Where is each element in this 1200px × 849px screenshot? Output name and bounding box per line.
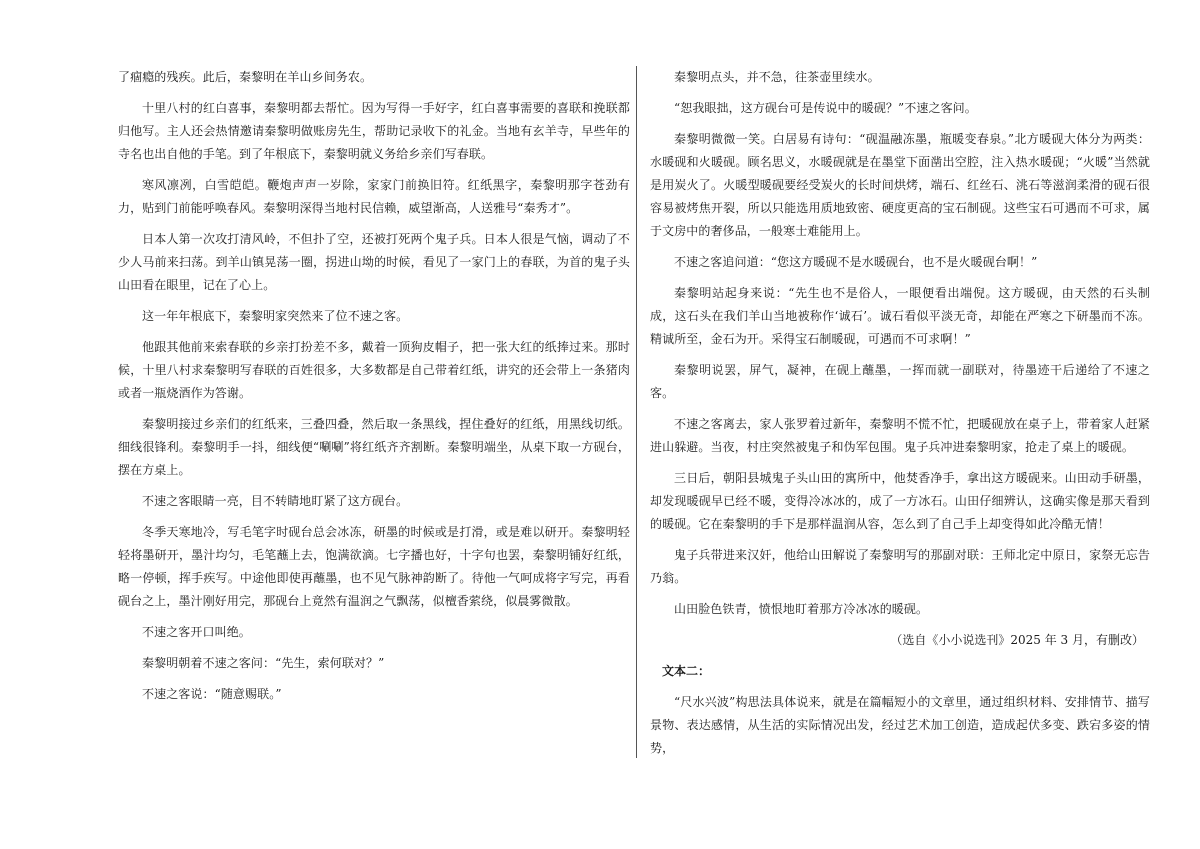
paragraph: “恕我眼拙，这方砚台可是传说中的暖砚？”不速之客问。	[674, 101, 977, 115]
section-heading: 文本二：	[662, 664, 711, 678]
paragraph: 他跟其他前来索春联的乡亲打扮差不多，戴着一顶狗皮帽子，把一张大红的纸捧过来。那时候，十里八村求秦黎明写春联的百姓很多，大多数都是自己带着红纸，讲究的还会带上一条猪肉或者一瓶烧酒作为答谢。	[118, 340, 630, 400]
paragraph: 十里八村的红白喜事，秦黎明都去帮忙。因为写得一手好字，红白喜事需要的喜联和挽联都归他写。主人还会热情邀请秦黎明做账房先生，帮助记录收下的礼金。当地有玄羊寺，早些年的寺名也出自他的手笔。到了年根底下，秦黎明就义务给乡亲们写春联。	[118, 101, 630, 161]
source-citation: （选自《小小说选刊》2025 年 3 月，有删改）	[890, 633, 1144, 647]
paragraph: 秦黎明点头，并不急，往茶壶里续水。	[674, 70, 880, 84]
left-column	[118, 66, 630, 714]
paragraph: 寒风凛冽，白雪皑皑。鞭炮声声一岁除，家家门前换旧符。红纸黑字，秦黎明那字苍劲有力，贴到门前能呼唤春风。秦黎明深得当地村民信赖，威望渐高，人送雅号“秦秀才”。	[118, 178, 630, 215]
paragraph: 不速之客离去，家人张罗着过新年，秦黎明不慌不忙，把暖砚放在桌子上，带着家人赶紧进山躲避。当夜，村庄突然被鬼子和伪军包围。鬼子兵冲进秦黎明家，抢走了桌上的暖砚。	[650, 417, 1150, 454]
paragraph: 不速之客开口叫绝。	[142, 625, 251, 639]
paragraph: “尺水兴波”构思法具体说来，就是在篇幅短小的文章里，通过组织材料、安排情节、描写景物、表达感情，从生活的实际情况出发，经过艺术加工创造，造成起伏多变、跌宕多姿的情势，	[650, 695, 1150, 755]
paragraph: 鬼子兵带进来汉奸，他给山田解说了秦黎明写的那副对联：王师北定中原日，家祭无忘告乃翁。	[650, 548, 1150, 585]
paragraph: 山田脸色铁青，愤恨地盯着那方冷冰冰的暖砚。	[674, 602, 929, 616]
paragraph: 秦黎明朝着不速之客问：“先生，索何联对？”	[142, 656, 385, 670]
paragraph: 不速之客追问道：“您这方暖砚不是水暖砚台，也不是火暖砚台啊！”	[674, 255, 1038, 269]
column-divider	[636, 66, 637, 758]
paragraph: 冬季天寒地冷，写毛笔字时砚台总会冰冻，研墨的时候或是打滑，或是难以研开。秦黎明轻轻将墨研开，墨汁均匀，毛笔蘸上去，饱满欲滴。七字播也好，十字句也罢，秦黎明铺好红纸，略一停顿，挥手疾写。中途他即使再蘸墨，也不见气脉神韵断了。待他一气呵成将字写完，再看砚台之上，墨汁刚好用完，那砚台上竟然有温润之气飘荡，似檀香萦绕，似晨雾微散。	[118, 525, 630, 608]
paragraph: 不速之客说：“随意赐联。”	[142, 687, 282, 701]
paragraph: 三日后，朝阳县城鬼子头山田的寓所中，他焚香净手，拿出这方暖砚来。山田动手研墨，却发现暖砚早已经不暖，变得冷冰冰的，成了一方冰石。山田仔细辨认，这确实像是那天看到的暖砚。它在秦黎明的手下是那样温润从容，怎么到了自己手上却变得如此冷酷无情！	[650, 471, 1150, 531]
paragraph: 这一年年根底下，秦黎明家突然来了位不速之客。	[142, 309, 409, 323]
paragraph: 秦黎明微微一笑。白居易有诗句：“砚温融冻墨，瓶暖变春泉。”北方暖砚大体分为两类：水暖砚和火暖砚。顾名思义，水暖砚就是在墨堂下面凿出空腔，注入热水暖砚；“火暖”当然就是用炭火了。火暖型暖砚要经受炭火的长时间烘烤，端石、红丝石、洮石等滋润柔滑的砚石很容易被烤焦开裂，所以只能选用质地致密、硬度更高的宝石制砚。这些宝石可遇而不可求，属于文房中的奢侈品，一般寒士难能用上。	[650, 132, 1150, 238]
paragraph: 秦黎明站起身来说：“先生也不是俗人，一眼便看出端倪。这方暖砚，由天然的石头制成，这石头在我们羊山当地被称作‘诚石’。诚石看似平淡无奇，却能在严寒之下研墨而不冻。精诚所至，金石为开。采得宝石制暖砚，可遇而不可求啊！”	[650, 286, 1150, 346]
paragraph: 了痼瘾的残疾。此后，秦黎明在羊山乡间务农。	[118, 70, 373, 84]
paragraph: 日本人第一次攻打清风岭，不但扑了空，还被打死两个鬼子兵。日本人很是气恼，调动了不少人马前来扫荡。到羊山镇晃荡一圈，拐进山坳的时候，看见了一家门上的春联，为首的鬼子头山田看在眼里，记在了心上。	[118, 232, 630, 292]
paragraph: 不速之客眼睛一亮，目不转睛地盯紧了这方砚台。	[142, 494, 409, 508]
paragraph: 秦黎明说罢，屏气，凝神，在砚上蘸墨，一挥而就一副联对，待墨迹干后递给了不速之客。	[650, 363, 1150, 400]
right-column	[650, 66, 1150, 768]
paragraph: 秦黎明接过乡亲们的红纸来，三叠四叠，然后取一条黑线，捏住叠好的红纸，用黑线切纸。细线很锋利。秦黎明手一抖，细线便“唰唰”将红纸齐齐割断。秦黎明端坐，从桌下取一方砚台，摆在方桌上。	[118, 417, 630, 477]
